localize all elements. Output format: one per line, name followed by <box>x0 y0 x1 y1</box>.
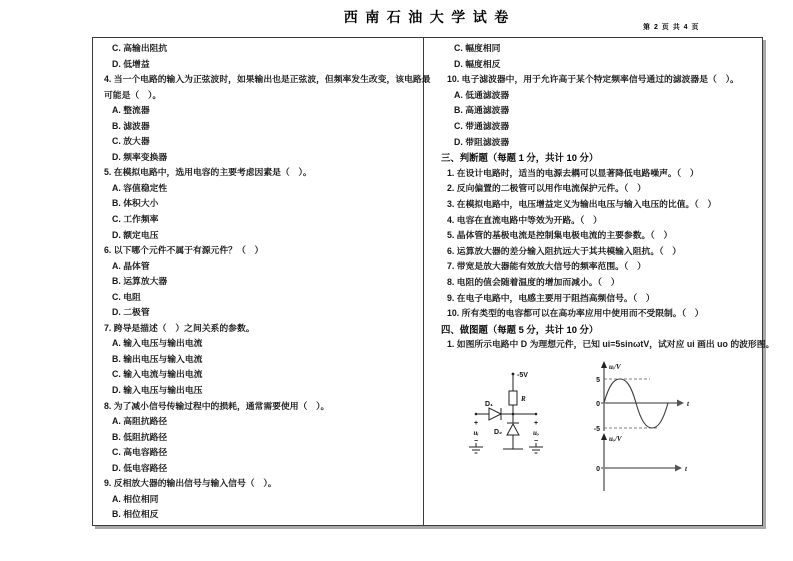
option-line: B. 体积大小 <box>112 198 159 209</box>
option-line: B. 运算放大器 <box>112 276 168 287</box>
option-line: C. 幅度相同 <box>454 43 501 53</box>
page-indicator: 第 2 页 共 4 页 <box>643 24 700 31</box>
option-line: D. 带阻滤波器 <box>454 136 510 147</box>
output-waveform-graph <box>596 433 688 491</box>
section-header-drawing: 四、做图题（每题 5 分，共计 10 分） <box>441 323 599 335</box>
right-column <box>441 41 775 353</box>
option-line: D. 额定电压 <box>112 229 159 240</box>
supply-terminal-dot <box>512 373 515 376</box>
option-line: C. 工作频率 <box>112 214 159 225</box>
question-line: 4. 当一个电路的输入为正弦波时，如果输出也是正弦波，但频率发生改变，该电路最 <box>104 74 431 85</box>
y-axis-arrow <box>601 433 607 440</box>
question-line: 9. 反相放大器的输出信号与输入信号（ ）。 <box>104 478 277 489</box>
option-line: A. 容值稳定性 <box>112 182 168 193</box>
output-voltage-label: uₒ <box>533 429 539 437</box>
option-line: C. 高电容路径 <box>112 447 168 458</box>
x-axis-arrow <box>675 465 682 472</box>
resistor-label: R <box>521 395 526 403</box>
judgment-item: 5. 晶体管的基极电流是控制集电极电流的主要参数。（ ） <box>447 230 673 241</box>
question-line: 6. 以下哪个元件不属于有源元件？（ ） <box>104 245 264 256</box>
option-line: B. 滤波器 <box>112 120 150 131</box>
exam-title: 西 南 石 油 大 学 试 卷 <box>343 11 511 26</box>
y-axis-label: uᵢ/V <box>609 363 621 371</box>
output-minus-sign: − <box>533 438 539 445</box>
judgment-item: 1. 在设计电路时，适当的电源去耦可以显著降低电路噪声。（ ） <box>447 167 699 178</box>
option-line: D. 低电容路径 <box>112 462 168 473</box>
option-line: A. 相位相同 <box>112 493 159 504</box>
option-line: C. 输入电流与输出电流 <box>112 369 203 380</box>
input-voltage-label: uᵢ <box>473 429 479 437</box>
output-plus-sign: + <box>533 420 539 427</box>
option-line: B. 相位相反 <box>112 509 159 520</box>
question-line: 10. 电子滤波器中，用于允许高于某个特定频率信号通过的滤波器是（ ）。 <box>447 74 739 85</box>
section-header-judgment: 三、判断题（每题 1 分，共计 10 分） <box>441 152 599 164</box>
y-axis-label: uₒ/V <box>609 435 622 443</box>
option-line: D. 低增益 <box>112 58 150 69</box>
judgment-item: 8. 电阻的值会随着温度的增加而减小。（ ） <box>447 276 620 287</box>
supply-label: -5V <box>517 372 528 379</box>
x-axis-label: t <box>685 465 687 473</box>
option-line: A. 高阻抗路径 <box>112 416 168 427</box>
circuit-waveform-figure <box>453 356 703 508</box>
x-axis-arrow <box>677 400 684 407</box>
diode2-symbol <box>507 424 519 435</box>
option-line: B. 低阻抗路径 <box>112 431 168 442</box>
exam-sheet <box>92 37 775 526</box>
option-line: A. 输入电压与输出电流 <box>112 338 203 349</box>
judgment-item: 6. 运算放大器的差分输入阻抗远大于其共模输入阻抗。（ ） <box>447 245 682 256</box>
question-line: 可能是（ ）。 <box>104 89 162 100</box>
resistor-symbol <box>509 391 517 405</box>
left-column <box>104 41 431 523</box>
option-line: D. 二极管 <box>112 307 150 318</box>
x-axis-label: t <box>687 400 689 408</box>
diode-circuit-diagram <box>469 372 543 453</box>
option-line: C. 放大器 <box>112 136 150 147</box>
option-line: D. 幅度相反 <box>454 58 501 69</box>
option-line: B. 输出电压与输入电流 <box>112 353 203 364</box>
tick-plus5: 5 <box>596 377 600 384</box>
question-line: 7. 跨导是描述（ ）之间关系的参数。 <box>104 322 255 333</box>
option-line: A. 整流器 <box>112 105 150 116</box>
input-waveform-graph <box>594 361 690 433</box>
judgment-item: 3. 在模拟电路中，电压增益定义为输出电压与输入电压的比值。（ ） <box>447 198 717 209</box>
option-line: D. 输入电压与输出电压 <box>112 385 203 396</box>
option-line: C. 高输出阻抗 <box>112 43 168 53</box>
input-terminal-dot <box>475 413 478 416</box>
tick-zero: 0 <box>596 466 600 473</box>
option-line: B. 高通滤波器 <box>454 105 510 116</box>
option-line: C. 电阻 <box>112 291 141 302</box>
input-plus-sign: + <box>473 420 479 427</box>
judgment-item: 7. 带宽是放大器能有效放大信号的频率范围。（ ） <box>447 261 646 272</box>
input-minus-sign: − <box>473 438 479 445</box>
diode1-symbol <box>489 408 501 420</box>
question-line: 1. 如图所示电路中 D 为理想元件，已知 ui=5sinωtV，试对应 ui 画出 uo 的波形图。 <box>447 339 775 350</box>
option-line: A. 低通滤波器 <box>454 89 510 100</box>
option-line: A. 晶体管 <box>112 260 150 271</box>
judgment-item: 2. 反向偏置的二极管可以用作电流保护元件。（ ） <box>447 183 646 194</box>
option-line: C. 带通滤波器 <box>454 120 510 131</box>
y-axis-arrow <box>601 361 607 368</box>
option-line: D. 频率变换器 <box>112 151 168 162</box>
judgment-item: 10. 所有类型的电容都可以在高功率应用中使用而不受限制。（ ） <box>447 308 704 319</box>
diode2-label: D₂ <box>494 429 503 436</box>
output-terminal-dot <box>535 413 538 416</box>
tick-minus5: -5 <box>593 426 600 433</box>
column-divider <box>423 38 424 525</box>
tick-zero: 0 <box>596 401 600 408</box>
question-line: 5. 在模拟电路中，选用电容的主要考虑因素是（ ）。 <box>104 167 312 178</box>
judgment-item: 4. 电容在直流电路中等效为开路。（ ） <box>447 214 602 225</box>
diode1-label: D₁ <box>485 401 493 408</box>
question-line: 8. 为了减小信号传输过程中的损耗，通常需要使用（ ）。 <box>104 400 330 411</box>
judgment-item: 9. 在电子电路中，电感主要用于阻挡高频信号。（ ） <box>447 292 655 303</box>
